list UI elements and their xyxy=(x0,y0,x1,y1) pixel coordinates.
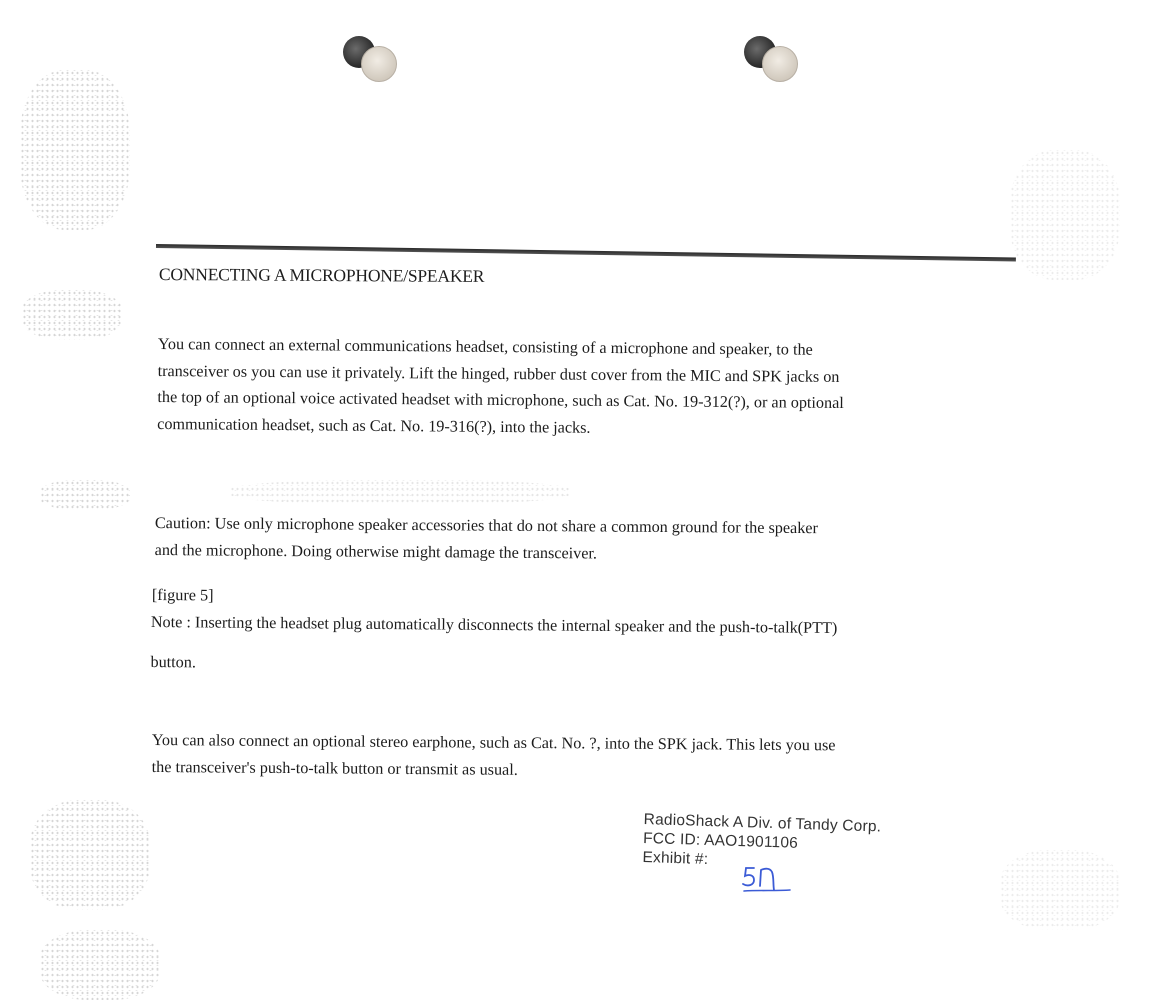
paragraph-line: You can connect an external communications headset, consisting of a microphone and speaker, to the xyxy=(157,334,813,359)
scan-speckle xyxy=(20,70,130,230)
paragraph-line: the transceiver's push-to-talk button or transmit as usual. xyxy=(151,757,518,779)
note-line: button. xyxy=(150,652,197,671)
paragraph-line: transceiver os you can use it privately. Lift the hinged, rubber dust cover from the MIC and SPK jacks on xyxy=(157,361,840,386)
scan-speckle xyxy=(40,480,130,510)
note-paragraph xyxy=(150,609,837,681)
earphone-paragraph xyxy=(152,727,836,785)
binder-hole-right xyxy=(744,34,806,82)
scan-speckle xyxy=(1010,150,1120,280)
caution-paragraph xyxy=(155,510,818,568)
paragraph-line: the top of an optional voice activated headset with microphone, such as Cat. No. 19-312(?), or an optional xyxy=(157,387,844,412)
scan-speckle xyxy=(1000,850,1120,930)
intro-paragraph xyxy=(157,331,844,443)
scan-speckle xyxy=(30,800,150,910)
stamp-company: RadioShack A Div. of Tandy Corp. xyxy=(643,810,882,836)
binder-hole-left xyxy=(343,34,405,82)
scan-speckle xyxy=(22,290,122,340)
section-rule xyxy=(156,244,1016,262)
handwritten-exhibit-number xyxy=(740,860,804,896)
stamp-fcc-id: FCC ID: AAO1901106 xyxy=(642,829,799,852)
scan-speckle xyxy=(40,930,160,1000)
section-heading: CONNECTING A MICROPHONE/SPEAKER xyxy=(158,264,485,286)
paragraph-line: You can also connect an optional stereo earphone, such as Cat. No. ?, into the SPK jack. This lets you use xyxy=(151,730,836,755)
stamp-exhibit-label: Exhibit #: xyxy=(642,848,709,869)
note-line: Note : Inserting the headset plug automatically disconnects the internal speaker and the push-to-talk(PTT) xyxy=(150,612,838,637)
scan-speckle xyxy=(230,480,570,504)
caution-line: Caution: Use only microphone speaker accessories that do not share a common ground for the speaker xyxy=(154,513,818,538)
paragraph-line: communication headset, such as Cat. No. 19-316(?), into the jacks. xyxy=(157,414,591,437)
figure-reference: [figure 5] xyxy=(151,586,214,605)
caution-line: and the microphone. Doing otherwise might damage the transceiver. xyxy=(154,540,598,562)
